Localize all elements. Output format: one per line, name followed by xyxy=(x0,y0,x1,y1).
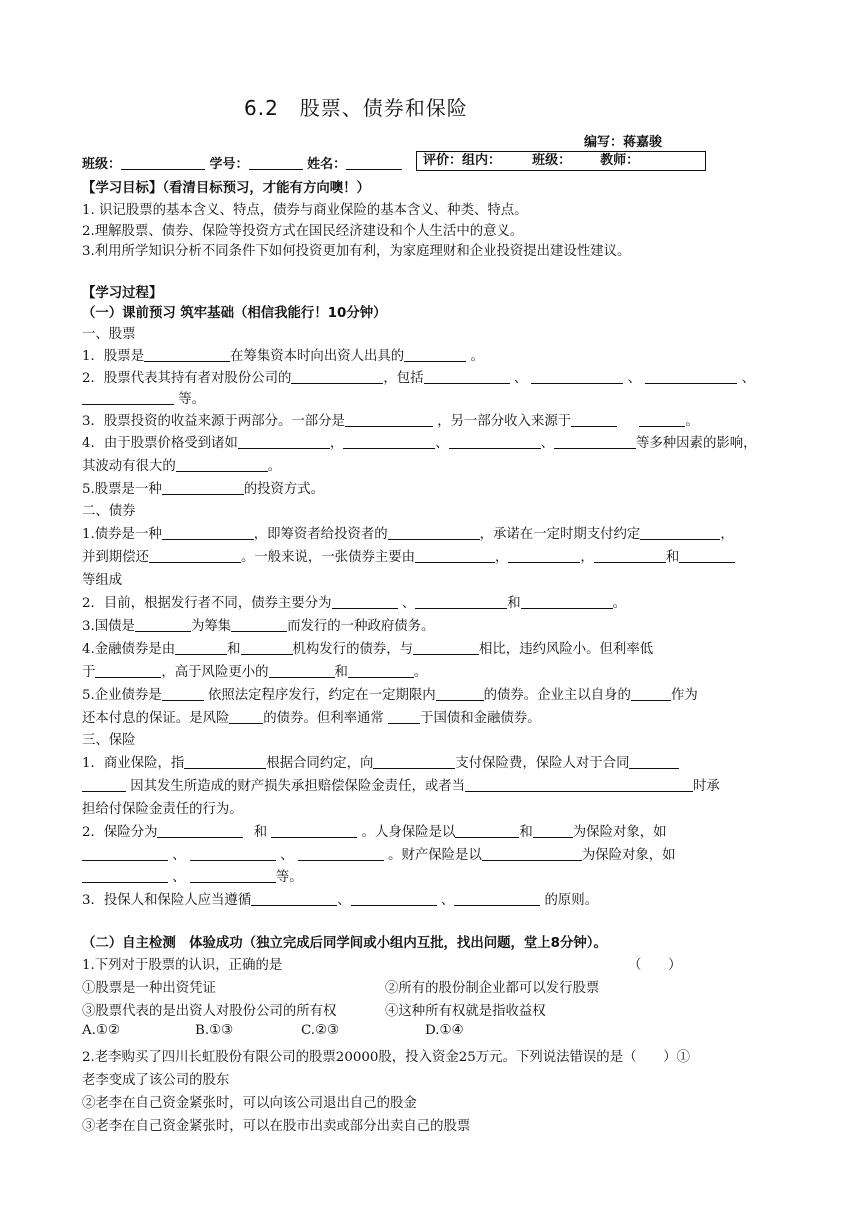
answer-blank[interactable] xyxy=(95,664,161,678)
check-q1-choices xyxy=(82,1023,782,1038)
answer-blank[interactable] xyxy=(373,755,455,769)
answer-blank[interactable] xyxy=(149,549,241,563)
eval-class-label: 班级： xyxy=(532,153,572,168)
eval-label: 评价：组内： xyxy=(423,153,502,168)
answer-blank[interactable] xyxy=(533,824,573,838)
answer-blank[interactable] xyxy=(449,435,541,449)
answer-blank[interactable] xyxy=(82,391,174,405)
choice-b[interactable]: B.①③ xyxy=(195,1023,234,1038)
answer-blank[interactable] xyxy=(436,687,484,701)
answer-blank[interactable] xyxy=(291,370,383,384)
bond-q2: 2．目前，根据发行者不同，债券主要分为 、 和 。 xyxy=(82,596,626,611)
answer-blank[interactable] xyxy=(190,847,276,861)
section-bond: 二、债券 xyxy=(82,504,136,519)
answer-blank[interactable] xyxy=(82,869,168,883)
goal-item: 1. 识记股票的基本含义、特点，债券与商业保险的基本含义、种类、特点。 xyxy=(82,203,528,218)
answer-blank[interactable] xyxy=(162,687,204,701)
bond-q4: 4.金融债券是由 和 机构发行的债券，与 相比，违约风险小。但利率低 xyxy=(82,642,654,657)
goal-item: 3.利用所学知识分析不同条件下如何投资更加有利，为家庭理财和企业投资提出建设性建议。 xyxy=(82,244,631,259)
check-q1-options2: ③股票代表的是出资人对股份公司的所有权 ④这种所有权就是指收益权 xyxy=(82,1004,546,1019)
answer-blank[interactable] xyxy=(424,370,510,384)
name-field[interactable] xyxy=(346,155,402,170)
evaluation-box xyxy=(416,151,706,171)
stock-q2: 2．股票代表其持有者对股份公司的 ，包括 、 、 、 xyxy=(82,371,756,386)
answer-blank[interactable] xyxy=(82,847,168,861)
answer-blank[interactable] xyxy=(415,595,507,609)
answer-blank[interactable] xyxy=(144,348,230,362)
check-q2: 2.老李购买了四川长虹股份有限公司的股票20000股，投入资金25万元。下列说法错误的是（ ）① xyxy=(82,1050,691,1065)
answer-blank[interactable] xyxy=(455,824,519,838)
eval-teacher-label: 教师： xyxy=(600,153,640,168)
answer-blank[interactable] xyxy=(82,778,126,792)
check-q2-cont: 老李变成了该公司的股东 xyxy=(82,1073,230,1088)
choice-c[interactable]: C.②③ xyxy=(301,1023,340,1038)
bond-q1-cont: 并到期偿还 。一般来说，一张债券主要由 ， ， 和 xyxy=(82,546,782,565)
check-q1: 1.下列对于股票的认识，正确的是 （ ） xyxy=(82,954,782,973)
ins-q1-cont: 因其发生所造成的财产损失承担赔偿保险金责任，或者当 时承 xyxy=(82,775,782,794)
class-field[interactable] xyxy=(121,155,205,170)
answer-blank[interactable] xyxy=(679,549,735,563)
ins-q3: 3．投保人和保险人应当遵循 、 、 的原则。 xyxy=(82,893,599,908)
ins-q2-cont2: 、 等。 xyxy=(82,866,782,885)
class-label: 班级： xyxy=(82,157,122,172)
answer-blank[interactable] xyxy=(229,710,263,724)
bond-q1-cont2: 等组成 xyxy=(82,573,123,588)
stock-q2-cont: 等。 xyxy=(82,388,782,407)
ins-q1-cont2: 担给付保险金责任的行为。 xyxy=(82,802,243,817)
answer-blank[interactable] xyxy=(351,892,437,906)
student-info xyxy=(82,153,402,172)
part2-heading: （二）自主检测 体验成功（独立完成后同学间或小组内互批，找出问题，堂上8分钟）。 xyxy=(82,936,607,951)
stock-q1: 1．股票是 在筹集资本时向出资人出具的 。 xyxy=(82,349,484,364)
goals-heading: 【学习目标】（看清目标预习，才能有方向噢！） xyxy=(82,181,370,196)
answer-blank[interactable] xyxy=(454,892,540,906)
answer-blank[interactable] xyxy=(571,413,617,427)
answer-blank[interactable] xyxy=(348,664,414,678)
answer-blank[interactable] xyxy=(184,755,266,769)
answer-paren[interactable]: （ ） xyxy=(628,958,682,973)
info-bar xyxy=(82,151,782,171)
ins-q2: 2．保险分为 和 。人身保险是以 和 为保险对象，如 xyxy=(82,825,667,840)
answer-blank[interactable] xyxy=(531,370,623,384)
ins-q2-cont: 、 、 。财产保险是以 为保险对象，如 xyxy=(82,844,782,863)
ins-q1: 1．商业保险，指 根据合同约定，向 支付保险费，保险人对于合同 xyxy=(82,752,782,771)
bond-q5: 5.企业债券是 依照法定程序发行，约定在一定期限内 的债券。企业主以自身的 作为 xyxy=(82,688,698,703)
check-q2-opt3: ③老李在自己资金紧张时，可以在股市出卖或部分出卖自己的股票 xyxy=(82,1119,471,1134)
answer-blank[interactable] xyxy=(639,413,685,427)
answer-blank[interactable] xyxy=(388,526,480,540)
id-label: 学号： xyxy=(209,157,249,172)
answer-blank[interactable] xyxy=(482,847,582,861)
answer-blank[interactable] xyxy=(521,595,613,609)
answer-blank[interactable] xyxy=(388,710,420,724)
answer-blank[interactable] xyxy=(157,824,243,838)
part1-heading: （一）课前预习 筑牢基础（相信我能行！10分钟） xyxy=(82,306,387,321)
bond-q4-cont: 于 ，高于风险更小的 和 。 xyxy=(82,665,428,680)
choice-d[interactable]: D.①④ xyxy=(425,1023,464,1038)
stock-q3: 3．股票投资的收益来源于两部分。一部分是 ，另一部分收入来源于 。 xyxy=(82,414,699,429)
answer-blank[interactable] xyxy=(465,778,693,792)
answer-blank[interactable] xyxy=(251,892,337,906)
answer-blank[interactable] xyxy=(298,847,384,861)
process-heading: 【学习过程】 xyxy=(82,286,163,301)
stock-q4: 4．由于股票价格受到诸如 ， 、 、 等多种因素的影响， xyxy=(82,436,757,451)
author-line: 编写：蒋嘉骏 xyxy=(584,135,663,150)
answer-blank[interactable] xyxy=(629,755,679,769)
answer-blank[interactable] xyxy=(415,549,495,563)
answer-blank[interactable] xyxy=(332,595,398,609)
section-insurance: 三、保险 xyxy=(82,733,136,748)
answer-blank[interactable] xyxy=(631,687,671,701)
answer-blank[interactable] xyxy=(594,549,666,563)
section-stock: 一、股票 xyxy=(82,327,136,342)
choice-a[interactable]: A.①② xyxy=(82,1023,120,1038)
answer-blank[interactable] xyxy=(176,458,268,472)
answer-blank[interactable] xyxy=(238,435,330,449)
answer-blank[interactable] xyxy=(271,824,357,838)
answer-blank[interactable] xyxy=(162,481,244,495)
answer-blank[interactable] xyxy=(508,549,580,563)
answer-blank[interactable] xyxy=(413,641,479,655)
stock-q4-cont: 其波动有很大的 。 xyxy=(82,459,282,474)
answer-blank[interactable] xyxy=(241,641,293,655)
answer-blank[interactable] xyxy=(645,370,737,384)
page-title: 6.2 股票、债券和保险 xyxy=(244,96,468,120)
answer-blank[interactable] xyxy=(640,526,720,540)
answer-blank[interactable] xyxy=(554,435,636,449)
bond-q5-cont: 还本付息的保证。是风险 的债券。但利率通常 于国债和金融债券。 xyxy=(82,711,541,726)
answer-blank[interactable] xyxy=(175,641,227,655)
bond-q3: 3.国债是 为筹集 而发行的一种政府债务。 xyxy=(82,619,435,634)
id-field[interactable] xyxy=(249,155,303,170)
check-q1-options: ①股票是一种出资凭证 ②所有的股份制企业都可以发行股票 xyxy=(82,981,600,996)
stock-q5: 5.股票是一种 的投资方式。 xyxy=(82,482,325,497)
bond-q1: 1.债券是一种 ，即筹资者给投资者的 ，承诺在一定时期支付约定 ， xyxy=(82,527,734,542)
answer-blank[interactable] xyxy=(162,526,254,540)
answer-blank[interactable] xyxy=(404,348,466,362)
answer-blank[interactable] xyxy=(231,618,287,632)
check-q2-opt2: ②老李在自己资金紧张时，可以向该公司退出自己的股金 xyxy=(82,1096,417,1111)
answer-blank[interactable] xyxy=(343,435,435,449)
answer-blank[interactable] xyxy=(345,413,433,427)
goal-item: 2.理解股票、债券、保险等投资方式在国民经济建设和个人生活中的意义。 xyxy=(82,224,524,239)
name-label: 姓名： xyxy=(307,157,347,172)
answer-blank[interactable] xyxy=(269,664,335,678)
answer-blank[interactable] xyxy=(190,869,276,883)
answer-blank[interactable] xyxy=(135,618,191,632)
